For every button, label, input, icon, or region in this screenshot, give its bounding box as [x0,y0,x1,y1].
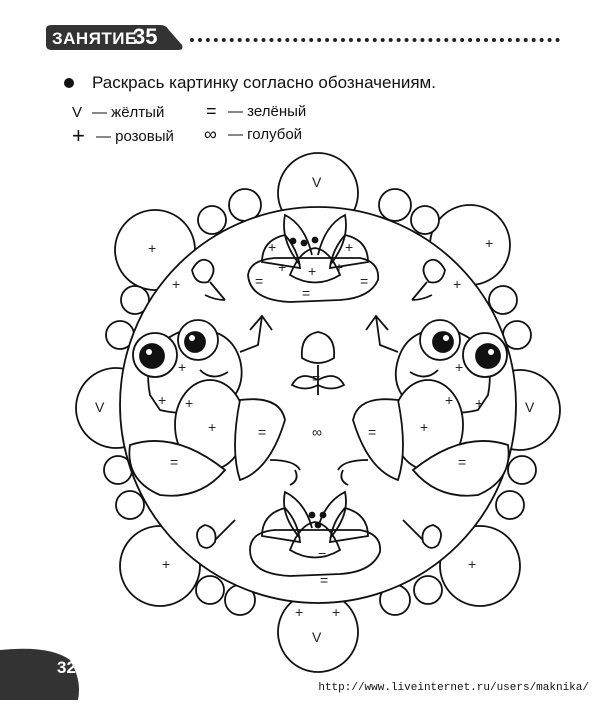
svg-text:+: + [335,259,344,275]
svg-text:+: + [420,419,429,435]
svg-text:+: + [455,359,464,375]
lesson-label: ЗАНЯТИЕ [52,29,137,48]
svg-text:=: = [302,285,311,301]
svg-text:+: + [332,604,341,620]
svg-text:=: = [312,370,321,386]
svg-text:+: + [172,276,181,292]
svg-text:+: + [208,419,217,435]
svg-text:+: + [445,392,454,408]
svg-text:=: = [458,454,467,470]
svg-text:+: + [178,359,187,375]
svg-text:=: = [170,454,179,470]
legend-symbol-green: = [206,101,217,121]
legend-text-yellow: — жёлтый [92,104,165,121]
svg-text:+: + [345,239,354,255]
svg-text:+: + [308,263,317,279]
legend-text-pink: — розовый [96,128,174,145]
legend-text-blue: — голубой [228,126,303,143]
svg-text:+: + [468,556,477,572]
legend-symbol-blue: ∞ [204,124,217,144]
svg-text:+: + [185,395,194,411]
svg-text:∞: ∞ [312,424,322,440]
svg-text:V: V [312,174,322,190]
lesson-number: 35 [133,24,158,49]
svg-text:=: = [255,273,264,289]
page-number: 32 [57,658,76,677]
svg-text:V: V [95,399,105,415]
svg-text:+: + [453,276,462,292]
svg-text:+: + [278,259,287,275]
svg-text:+: + [485,235,494,251]
svg-text:=: = [320,572,329,588]
svg-text:+: + [148,240,157,256]
svg-text:=: = [258,424,267,440]
svg-text:+: + [475,395,484,411]
legend-symbol-pink: + [72,123,85,148]
legend-text-green: — зелёный [228,103,307,120]
svg-text:=: = [368,424,377,440]
svg-text:+: + [268,239,277,255]
svg-text:=: = [360,273,369,289]
svg-text:+: + [295,604,304,620]
task-instruction: Раскрась картинку согласно обозначениям. [92,73,436,92]
svg-text:V: V [525,399,535,415]
svg-text:+: + [162,556,171,572]
svg-text:V: V [312,629,322,645]
svg-text:+: + [158,392,167,408]
svg-text:=: = [318,547,327,563]
legend-symbol-yellow: V [72,104,83,121]
watermark-url[interactable]: http://www.liveinternet.ru/users/maknika/ [318,682,589,694]
